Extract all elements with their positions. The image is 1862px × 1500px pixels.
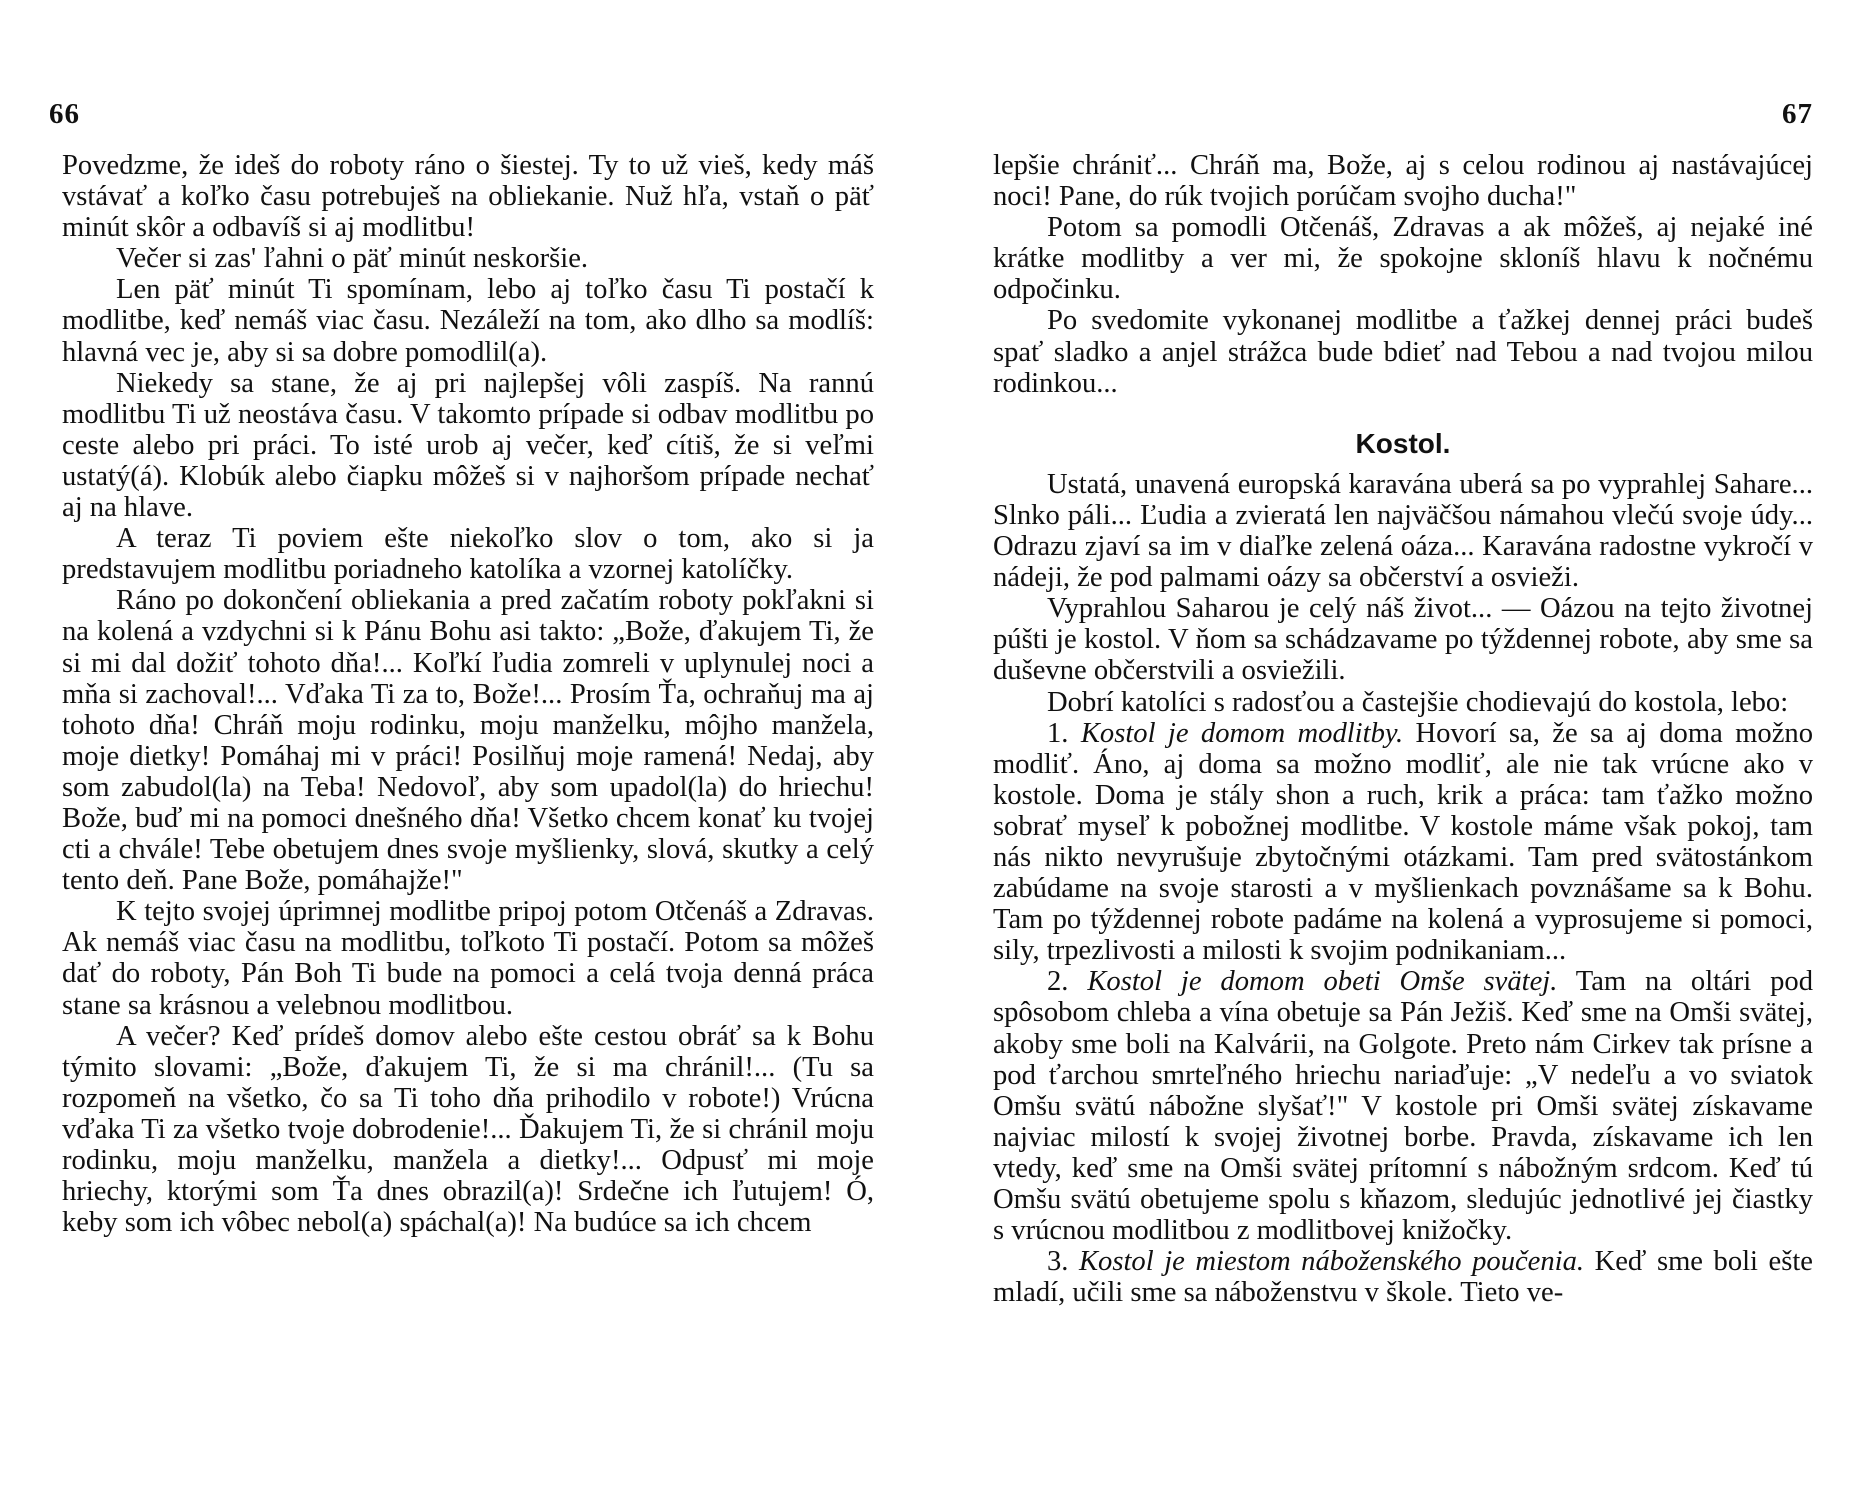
- list-item-text: Keď sme boli ešte mladí, učili sme sa náboženstvu v škole. Tieto ve-: [993, 1246, 1813, 1309]
- paragraph: K tejto svojej úprimnej modlitbe pripoj potom Otčenáš a Zdravas. Ak nemáš viac času na modlitbu, toľkoto Ti postačí. Potom sa môžeš dať do roboty, Pán Boh Ti bude na pomoci a celá tvoja denná práca stane sa krásnou a velebnou modlitbou.: [62, 896, 874, 1021]
- paragraph: Dobrí katolíci s radosťou a častejšie chodievajú do kostola, lebo:: [1047, 686, 1789, 718]
- paragraph: Ustatá, unavená europská karavána uberá sa po vyprahlej Sahare... Slnko páli... Ľudia a zvieratá len najväčšou námahou vlečú svoje údy... Odrazu zjaví sa im v diaľke zelená oáza... Karavána radostne vykročí v nádeji, že pod palmami oázy sa občerství a osvieži.: [993, 468, 1813, 594]
- list-item-text: Tam na oltári pod spôsobom chleba a vína obetuje sa Pán Ježiš. Keď sme na Omši svätej, akoby sme boli na Kalvárii, na Golgote. Preto nám Cirkev tak prísne a pod ťarchou smrteľného hriechu nariaďuje: „V nedeľu a vo sviatok Omšu svätú nábožne slyšať!" V kostole pri Omši svätej získavame najviac milostí k svojej životnej borbe. Pravda, získavame ich len vtedy, keď sme na Omši svätej prítomní s nábožným srdcom. Keď tú Omšu svätú obetujeme spolu s kňazom, sledujúc jednotlivé jej čiastky s vrúcnou modlitbou z modlitbovej knižočky.: [993, 966, 1814, 1247]
- paragraph: Len päť minút Ti spomínam, lebo aj toľko času Ti postačí k modlitbe, keď nemáš viac času. Nezáleží na tom, ako dlho sa modlíš: hlavná vec je, aby si sa dobre pomodlil(a).: [62, 274, 874, 368]
- paragraph: Potom sa pomodli Otčenáš, Zdravas a ak môžeš, aj nejaké iné krátke modlitby a ver mi, že spokojne skloníš hlavu k nočnému odpočinku.: [993, 212, 1813, 306]
- paragraph: Povedzme, že ideš do roboty ráno o šiestej. Ty to už vieš, kedy máš vstávať a koľko času potrebuješ na obliekanie. Nuž hľa, vstaň o päť minút skôr a odbavíš si aj modlitbu!: [62, 150, 874, 244]
- page-number-right: 67: [1782, 98, 1813, 130]
- paragraph: Vyprahlou Saharou je celý náš život... — Oázou na tejto životnej púšti je kostol. V ňom sa schádzavame po týždennej robote, aby sme sa duševne občerstvili a osviežili.: [993, 593, 1813, 687]
- paragraph: Večer si zas' ľahni o päť minút neskoršie.: [116, 243, 589, 275]
- paragraph: Po svedomite vykonanej modlitbe a ťažkej dennej práci budeš spať sladko a anjel strážca bude bdieť nad Tebou a nad tvojou milou rodinkou...: [993, 305, 1813, 399]
- paragraph: lepšie chrániť... Chráň ma, Bože, aj s celou rodinou aj nastávajúcej noci! Pane, do rúk tvojich porúčam svojho ducha!": [993, 150, 1813, 213]
- right-page-text: [993, 150, 1813, 1308]
- list-item: [993, 1246, 1813, 1308]
- list-item-title: Kostol je domom modlitby.: [1080, 717, 1404, 749]
- list-item-title: Kostol je domom obeti Omše svätej.: [1087, 966, 1558, 998]
- list-item: [993, 966, 1813, 1246]
- paragraph: A teraz Ti poviem ešte niekoľko slov o tom, ako si ja predstavujem modlitbu poriadneho katolíka a vzornej katolíčky.: [62, 523, 874, 586]
- list-item-number: 2.: [1047, 966, 1069, 998]
- left-page-text: [62, 150, 874, 1238]
- list-item-text: Hovorí sa, že sa aj doma možno modliť. Áno, aj doma sa možno modliť, ale nie tak vrúcne ako v kostole. Doma je stály shon a ruch, krik a práca: tam ťažko možno sobrať myseľ k pobožnej modlitbe. V kostole máme však pokoj, tam nás nikto nevyrušuje zbytočnými otázkami. Tam pred svätostánkom zabúdame na svoje starosti a v myšlienkach povznášame sa k Bohu. Tam po týždennej robote padáme na kolená a vyprosujeme si pomoci, sily, trpezlivosti a milosti k svojim podnikaniam...: [993, 717, 1813, 967]
- paragraph: Niekedy sa stane, že aj pri najlepšej vôli zaspíš. Na rannú modlitbu Ti už neostáva času. V takomto prípade si odbav modlitbu po ceste alebo pri práci. To isté urob aj večer, keď cítiš, že si veľmi ustatý(á). Klobúk alebo čiapku môžeš si v najhoršom prípade nechať aj na hlave.: [62, 367, 874, 524]
- paragraph: Ráno po dokončení obliekania a pred začatím roboty pokľakni si na kolená a vzdychni si k Pánu Bohu asi takto: „Bože, ďakujem Ti, že si mi dal dožiť tohoto dňa!... Koľkí ľudia zomreli v uplynulej noci a mňa si zachoval!... Vďaka Ti za to, Bože!... Prosím Ťa, ochraňuj ma aj tohoto dňa! Chráň moju rodinku, moju manželku, môjho manžela, moje dietky! Pomáhaj mi v práci! Posilňuj moje ramená! Nedaj, aby som zabudol(la) na Teba! Nedovoľ, aby som upadol(la) do hriechu! Bože, buď mi na pomoci dnešného dňa! Všetko chcem konať ku tvojej cti a chvále! Tebe obetujem dnes svoje myšlienky, slová, skutky a celý tento deň. Pane Bože, pomáhajže!": [62, 585, 874, 897]
- section-heading: Kostol.: [1355, 427, 1451, 459]
- right-page: [931, 0, 1862, 1500]
- list-item-number: 3.: [1047, 1246, 1069, 1278]
- list-item-number: 1.: [1047, 717, 1069, 749]
- page-number-left: 66: [49, 98, 80, 130]
- list-item-title: Kostol je miestom náboženského poučenia.: [1078, 1246, 1585, 1278]
- list-item: [993, 718, 1813, 967]
- paragraph: A večer? Keď prídeš domov alebo ešte cestou obráť sa k Bohu týmito slovami: „Bože, ďakujem Ti, že si ma chránil!... (Tu sa rozpomeň na všetko, čo sa Ti toho dňa prihodilo v robote!) Vrúcna vďaka Ti za všetko tvoje dobrodenie!... Ďakujem Ti, že si chránil moju rodinku, moju manželku, manžela a dietky!... Odpusť mi moje hriechy, ktorými som Ťa dnes obrazil(a)! Srdečne ich ľutujem! Ó, keby som ich vôbec nebol(a) spáchal(a)! Na budúce sa ich chcem: [62, 1020, 874, 1239]
